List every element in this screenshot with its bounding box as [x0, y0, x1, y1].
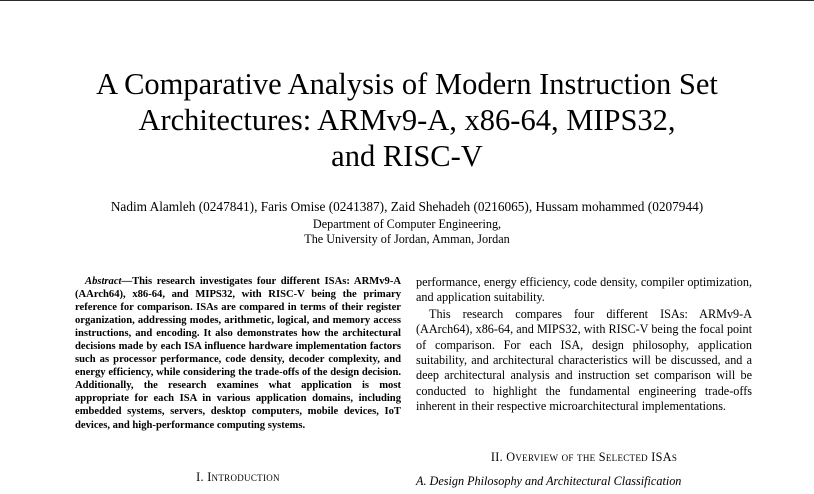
section-heading-overview — [416, 450, 752, 465]
title-line: and RISC-V — [331, 139, 483, 173]
right-column — [416, 275, 752, 415]
affiliation-university: The University of Jordan, Amman, Jordan — [304, 232, 510, 246]
section-heading-introduction — [75, 470, 401, 485]
title-line: Architectures: ARMv9-A, x86-64, MIPS32, — [138, 103, 676, 137]
title-line: A Comparative Analysis of Modern Instruction Set — [96, 67, 718, 101]
subsection-heading: A. Design Philosophy and Architectural Classification — [416, 474, 682, 488]
top-rule — [0, 0, 814, 1]
affiliation — [0, 217, 814, 247]
abstract-dash: — — [121, 276, 133, 287]
abstract-text: This research investigates four different ISAs: ARMv9-A (AArch64), x86-64, and MIPS32, with RISC-V being the primary reference for comparison. ISAs are compared in terms of their register organization, addressing modes, arithmetic, logical, and memory access instructions, and encoding. It also demonstrates how the architectural decisions made by each ISA influence hardware implementation factors such as processor performance, code density, decoder complexity, and energy efficiency, while considering the trade-offs of the design decision. Additionally, the research examines what application is most appropriate for each ISA in various application domains, including embedded systems, servers, desktop computers, mobile devices, IoT devices, and high-performance computing systems. — [75, 276, 401, 431]
paper-title — [0, 66, 814, 174]
author-list: Nadim Alamleh (0247841), Faris Omise (0241387), Zaid Shehadeh (0216065), Hussam mohammed (0207944) — [110, 199, 704, 214]
section-heading-text: I. Introduction — [196, 470, 280, 484]
left-column — [75, 275, 401, 432]
affiliation-department: Department of Computer Engineering, — [312, 217, 502, 231]
body-paragraph: performance, energy efficiency, code density, compiler optimization, and application suitability. — [416, 275, 752, 305]
body-paragraph: This research compares four different ISAs: ARMv9-A (AArch64), x86-64, and MIPS32, with RISC-V being the focal point of comparison. For each ISA, design philosophy, application suitability, and architectural characteristics will be discussed, and a deep architectural analysis and instruction set comparison will be conducted to highlight the fundamental engineering trade-offs inherent in their respective microarchitectural implementations. — [416, 306, 752, 414]
section-heading-text: II. Overview of the Selected ISAs — [490, 450, 678, 464]
abstract — [75, 275, 401, 432]
abstract-label: Abstract — [85, 276, 122, 287]
